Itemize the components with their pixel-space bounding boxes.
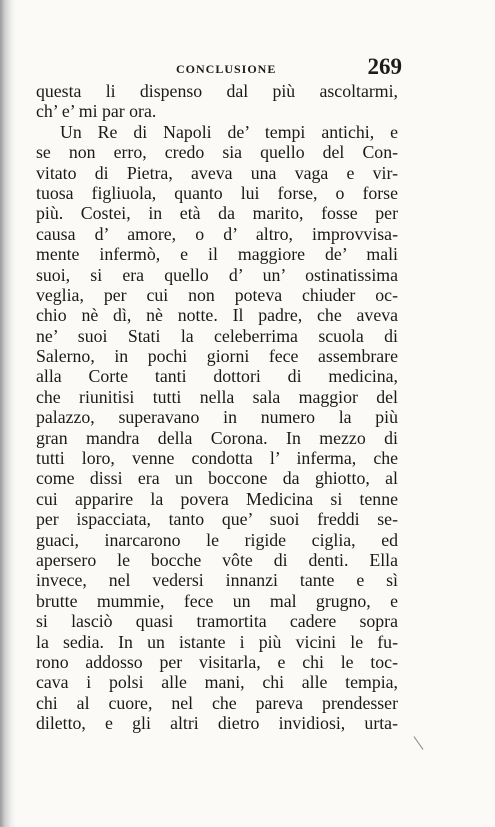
text-line: cava i polsi alle mani, chi alle tempia,	[36, 672, 398, 693]
running-head: CONCLUSIONE	[176, 62, 277, 76]
text-line: questa li dispenso dal più ascoltarmi,	[36, 81, 398, 101]
text-line: guaci, inarcarono le rigide ciglia, ed	[36, 529, 398, 550]
text-line: suoi, si era quello d’ un’ ostinatissima	[36, 264, 398, 285]
text-line: tuosa figliuola, quanto lui forse, o forse	[36, 182, 398, 203]
text-line: come dissi era un boccone da ghiotto, al	[36, 468, 398, 489]
text-line: cui apparire la povera Medicina si tenne	[36, 488, 398, 509]
text-line: Salerno, in pochi giorni fece assembrare	[36, 346, 398, 367]
text-line: la sedia. In un istante i più vicini le fu-	[36, 631, 398, 652]
text-line: più. Costei, in età da marito, fosse per	[36, 203, 398, 224]
text-line: chi al cuore, nel che pareva prendesser	[36, 692, 398, 713]
text-line: se non erro, credo sia quello del Con-	[36, 142, 398, 163]
text-line: veglia, per cui non poteva chiuder oc-	[36, 284, 398, 305]
text-line: che riunitisi tutti nella sala maggior del	[36, 386, 398, 407]
text-line: diletto, e gli altri dietro invidiosi, urta-	[36, 713, 398, 734]
text-line: chio nè dì, nè notte. Il padre, che aveva	[36, 305, 398, 326]
text-line: rono addosso per visitarla, e chi le toc-	[36, 651, 398, 672]
text-line: brutte mummie, fece un mal grugno, e	[36, 590, 398, 611]
text-line: gran mandra della Corona. In mezzo di	[36, 427, 398, 448]
text-line: si lasciò quasi tramortita cadere sopra	[36, 611, 398, 632]
text-line: vitato di Pietra, aveva una vaga e vir-	[36, 162, 398, 183]
text-line: per ispacciata, tanto que’ suoi freddi se-	[36, 509, 398, 530]
text-line: causa d’ amore, o d’ altro, improvvisa-	[36, 223, 398, 244]
paper-scratch	[414, 736, 424, 750]
text-line: palazzo, superavano in numero la più	[36, 407, 398, 428]
page-gutter-shadow	[0, 0, 16, 827]
text-line: ne’ suoi Stati la celeberrima scuola di	[36, 325, 398, 346]
text-line: ch’ e’ mi par ora.	[36, 101, 157, 122]
text-line: mente infermò, e il maggiore de’ mali	[36, 244, 398, 265]
body-text	[36, 81, 398, 734]
text-line: invece, nel vedersi innanzi tante e sì	[36, 570, 398, 591]
text-line: apersero le bocche vôte di denti. Ella	[36, 549, 398, 570]
text-line: tutti loro, venne condotta l’ inferma, che	[36, 448, 398, 469]
text-line: Un Re di Napoli de’ tempi antichi, e	[60, 121, 398, 142]
text-line: alla Corte tanti dottori di medicina,	[36, 366, 398, 387]
page-number: 269	[367, 54, 402, 79]
